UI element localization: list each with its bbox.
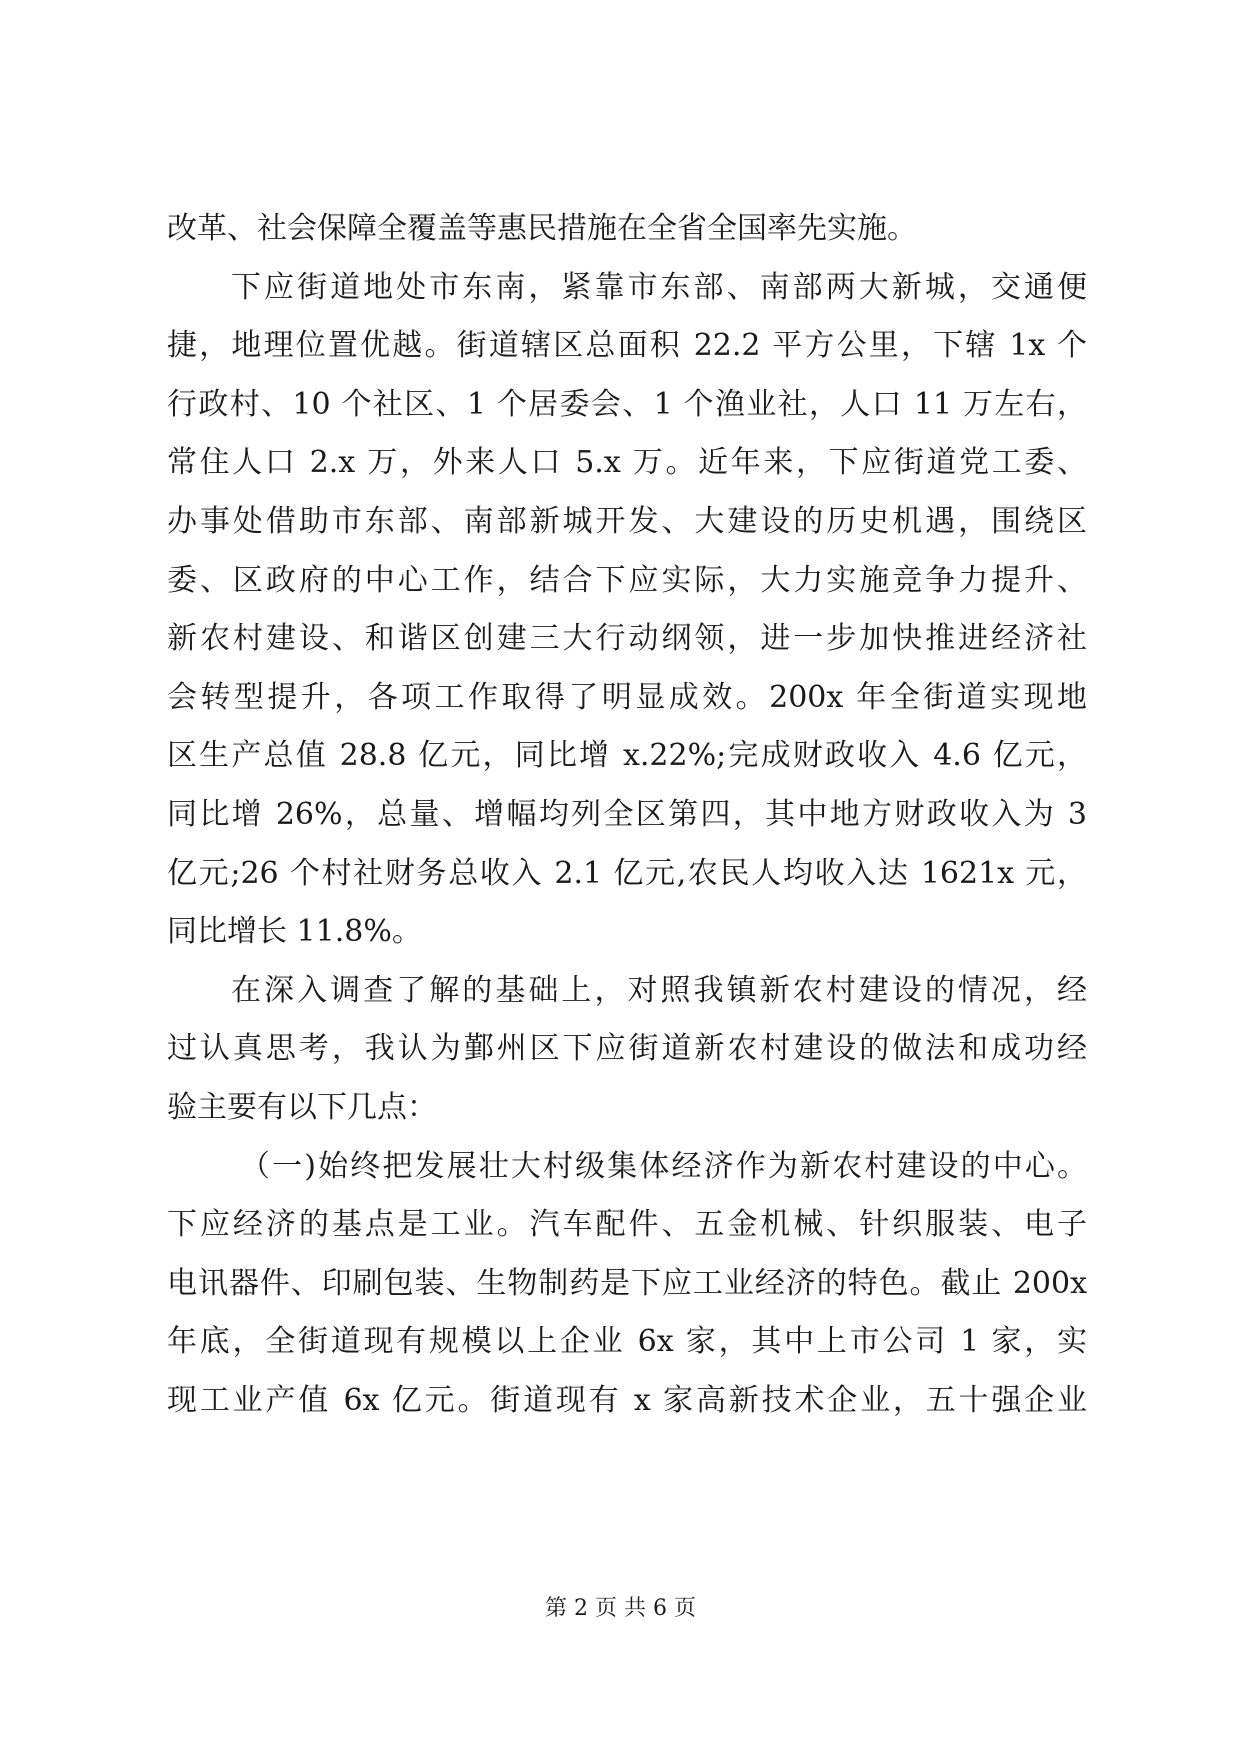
text-line: 电讯器件、印刷包装、生物制药是下应工业经济的特色。截止 200x <box>167 1265 1087 1301</box>
text-line: 亿元;26 个村社财务总收入 2.1 亿元,农民人均收入达 1621x 元， <box>167 855 1087 891</box>
text-line: 捷，地理位置优越。街道辖区总面积 22.2 平方公里，下辖 1x 个 <box>167 328 1087 364</box>
text-line: 年底，全街道现有规模以上企业 6x 家，其中上市公司 1 家，实 <box>167 1324 1087 1360</box>
text-line: 办事处借助市东部、南部新城开发、大建设的历史机遇，围绕区 <box>167 503 1087 539</box>
text-line: 行政村、10 个社区、1 个居委会、1 个渔业社，人口 11 万左右， <box>167 386 1087 422</box>
text-line: 常住人口 2.x 万，外来人口 5.x 万。近年来，下应街道党工委、 <box>167 445 1087 481</box>
text-line: 过认真思考，我认为鄞州区下应街道新农村建设的做法和成功经 <box>167 1031 1087 1067</box>
text-line: 下应街道地处市东南，紧靠市东部、南部两大新城，交通便 <box>231 269 1087 305</box>
text-line: （一)始终把发展壮大村级集体经济作为新农村建设的中心。 <box>240 1148 1087 1184</box>
text-line: 同比增长 11.8%。 <box>167 914 422 950</box>
text-line: 区生产总值 28.8 亿元，同比增 x.22%;完成财政收入 4.6 亿元， <box>167 738 1087 774</box>
text-line: 新农村建设、和谐区创建三大行动纲领，进一步加快推进经济社 <box>167 621 1087 657</box>
text-line: 下应经济的基点是工业。汽车配件、五金机械、针织服装、电子 <box>167 1207 1087 1243</box>
text-line: 会转型提升，各项工作取得了明显成效。200x 年全街道实现地 <box>167 679 1087 715</box>
page-footer <box>0 1594 1241 1624</box>
text-line: 现工业产值 6x 亿元。街道现有 x 家高新技术企业，五十强企业 <box>167 1382 1087 1418</box>
text-line: 委、区政府的中心工作，结合下应实际，大力实施竞争力提升、 <box>167 562 1087 598</box>
text-line: 改革、社会保障全覆盖等惠民措施在全省全国率先实施。 <box>167 211 917 246</box>
text-line: 验主要有以下几点： <box>167 1089 437 1125</box>
text-line: 同比增 26%，总量、增幅均列全区第四，其中地方财政收入为 3 <box>167 796 1087 832</box>
document-body <box>167 200 1087 1430</box>
text-line: 在深入调查了解的基础上，对照我镇新农村建设的情况，经 <box>231 972 1087 1008</box>
page-number-label: 第 2 页 共 6 页 <box>545 1596 696 1621</box>
